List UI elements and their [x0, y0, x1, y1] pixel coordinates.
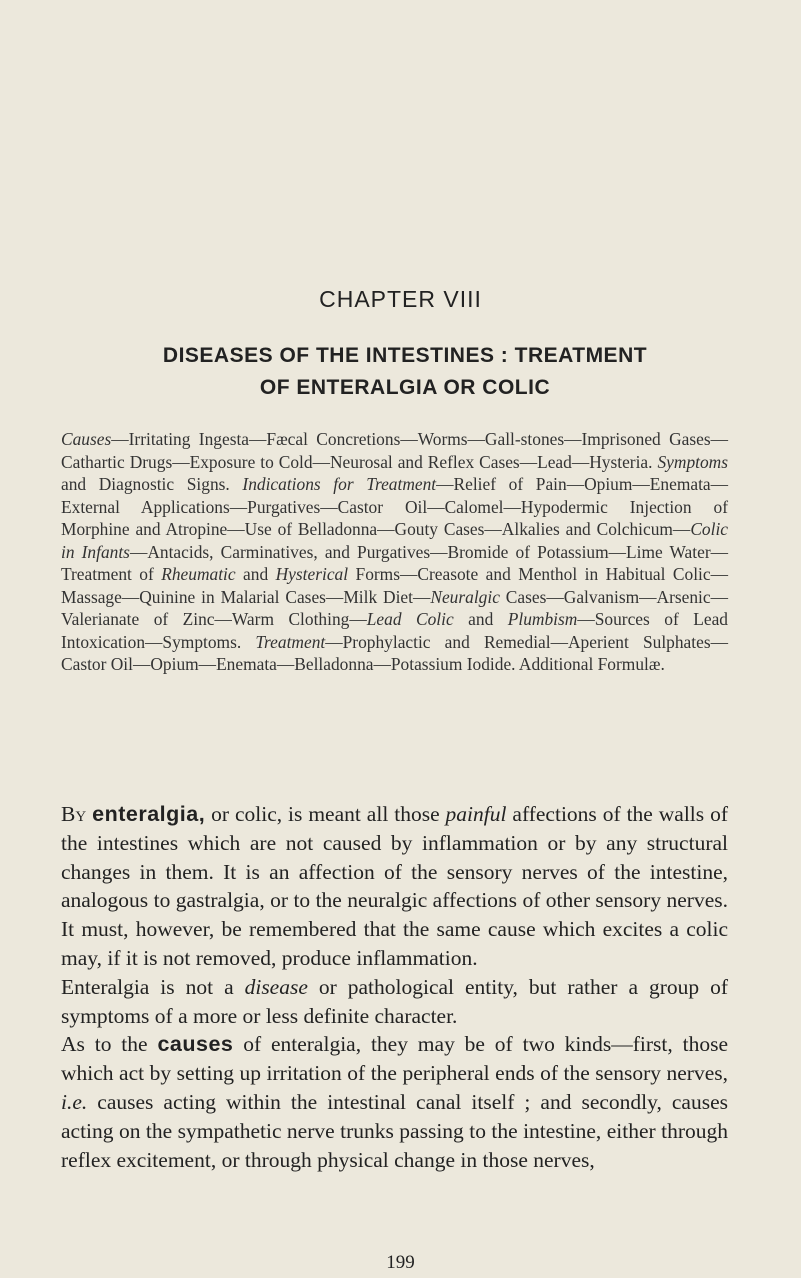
synopsis-neuralgic: Neuralgic — [430, 586, 500, 607]
synopsis-plumbism: Plumbism — [507, 609, 578, 629]
synopsis-lead-colic: Lead Colic — [366, 609, 454, 629]
paragraph-text: or colic, is meant all those — [205, 802, 446, 826]
paragraph-1-opening: By — [61, 802, 87, 826]
term-enteralgia: enteralgia, — [92, 802, 206, 826]
synopsis-text: Forms—Creasote and Menthol in Habitual Colic—Massage—Quinine in Malarial Cases—Milk Diet— — [61, 564, 728, 607]
chapter-heading: CHAPTER VIII — [319, 286, 482, 312]
body-text — [61, 800, 728, 1174]
page-number: 199 — [386, 1252, 415, 1273]
paragraph-2 — [61, 973, 728, 1031]
synopsis-text: —Antacids, Carminatives, and Purgatives—Bromide of Potassium—Lime Water—Treatment of — [61, 541, 728, 584]
synopsis-text: —Relief of Pain—Opium—Enemata—External Applications—Purgatives—Castor Oil—Calomel—Hypodermic Injection of Morphine and Atropine—Use of Belladonna—Gouty Cases—Alkalies and Colchicum— — [61, 474, 729, 539]
chapter-title-line-2: OF ENTERALGIA OR COLIC — [259, 376, 551, 399]
paragraph-text: or pathological entity, but rather a group of symptoms of a more or less definite character. — [61, 974, 728, 1028]
paragraph-1 — [61, 800, 728, 973]
synopsis-indications: Indications for Treatment — [242, 474, 437, 494]
synopsis-text: Cases—Galvanism—Arsenic—Valerianate of Zinc—Warm Clothing— — [61, 586, 728, 629]
term-causes: causes — [157, 1032, 234, 1057]
chapter-title — [60, 340, 750, 404]
emphasis-painful: painful — [445, 802, 507, 826]
synopsis-treatment: Treatment — [255, 631, 326, 652]
paragraph-text: of enteralgia, they may be of two kinds—first, those which act by setting up irritation of the peripheral ends of the sensory nerves, — [61, 1032, 728, 1086]
synopsis-causes: Causes — [61, 429, 112, 449]
synopsis-text: and — [453, 609, 508, 629]
synopsis-colic-infants: Colic in Infants — [61, 519, 728, 562]
paragraph-text: Enteralgia is not a — [61, 974, 245, 999]
synopsis-text: and — [235, 564, 276, 584]
emphasis-disease: disease — [244, 974, 308, 999]
chapter-synopsis — [61, 428, 728, 676]
synopsis-text: —Prophylactic and Remedial—Aperient Sulphates—Castor Oil—Opium—Enemata—Belladonna—Potassium Iodide. Additional Formulæ. — [61, 631, 728, 674]
abbreviation-ie: i.e. — [61, 1089, 88, 1114]
synopsis-hysterical: Hysterical — [275, 564, 349, 584]
paragraph-text: As to the — [61, 1032, 158, 1057]
synopsis-rheumatic: Rheumatic — [161, 564, 236, 584]
synopsis-text: and Diagnostic Signs. — [61, 474, 243, 494]
paragraph-text: affections of the walls of the intestines which are not caused by inflammation or by any structural changes in them. It is an affection of the sensory nerves of the intestine, analogous to gastralgia, or to the neuralgic affections of other sensory nerves. It must, however, be remembered that the same cause which excites a colic may, if it is not removed, produce inflammation. — [61, 802, 728, 970]
paragraph-text: causes acting within the intestinal canal itself ; and secondly, causes acting on the sympathetic nerve trunks passing to the intestine, either through reflex excitement, or through physical change in those nerves, — [61, 1089, 728, 1172]
synopsis-text: —Sources of Lead Intoxication—Symptoms. — [61, 609, 729, 652]
synopsis-symptoms: Symptoms — [657, 451, 728, 472]
paragraph-3 — [61, 1030, 728, 1174]
chapter-title-line-1: DISEASES OF THE INTESTINES : TREATMENT — [162, 344, 648, 367]
synopsis-text: —Irritating Ingesta—Fæcal Concretions—Worms—Gall-stones—Imprisoned Gases—Cathartic Drugs—Exposure to Cold—Neurosal and Reflex Cases—Lead—Hysteria. — [61, 429, 728, 472]
